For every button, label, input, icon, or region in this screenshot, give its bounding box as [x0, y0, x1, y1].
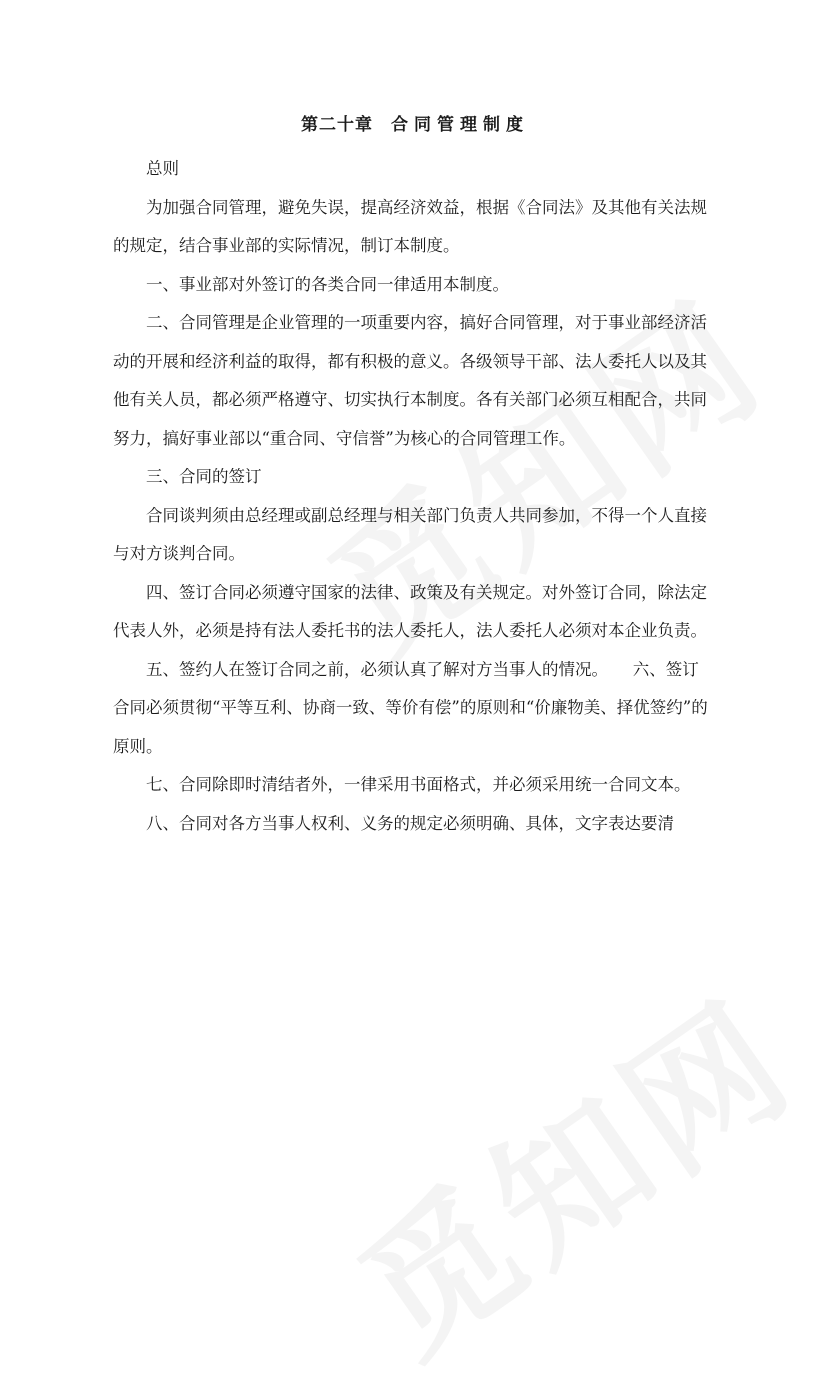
paragraph: 合同谈判须由总经理或副总经理与相关部门负责人共同参加，不得一个人直接与对方谈判合同。	[113, 505, 707, 563]
section-heading-signing: 三、合同的签订	[146, 467, 262, 486]
title-name: 合同管理制度	[391, 115, 529, 135]
section-heading-general: 总则	[146, 159, 179, 178]
paragraph: 一、事业部对外签订的各类合同一律适用本制度。	[146, 274, 509, 294]
paragraph: 八、合同对各方当事人权利、义务的规定必须明确、具体，文字表达要清	[146, 813, 674, 833]
watermark	[311, 942, 828, 1394]
title-chapter: 第二十章	[301, 115, 373, 135]
document-body	[113, 150, 711, 843]
paragraph: 二、合同管理是企业管理的一项重要内容，搞好合同管理，对于事业部经济活动的开展和经济利益的取得，都有积极的意义。各级领导干部、法人委托人以及其他有关人员，都必须严格遵守、切实执行本制度。各有关部门必须互相配合，共同努力，搞好事业部以“重合同、守信誉”为核心的合同管理工作。	[113, 313, 707, 448]
paragraph: 七、合同除即时清结者外，一律采用书面格式，并必须采用统一合同文本。	[146, 775, 691, 794]
paragraph: 五、签约人在签订合同之前，必须认真了解对方当事人的情况。 六、签订合同必须贯彻“平等互利、协商一致、等价有偿”的原则和“价廉物美、择优签约”的原则。	[113, 659, 708, 756]
page-title	[0, 110, 830, 135]
paragraph: 为加强合同管理，避免失误，提高经济效益，根据《合同法》及其他有关法规的规定，结合事业部的实际情况，制订本制度。	[113, 197, 707, 255]
paragraph: 四、签订合同必须遵守国家的法律、政策及有关规定。对外签订合同，除法定代表人外，必须是持有法人委托书的法人委托人，法人委托人必须对本企业负责。	[113, 582, 707, 640]
